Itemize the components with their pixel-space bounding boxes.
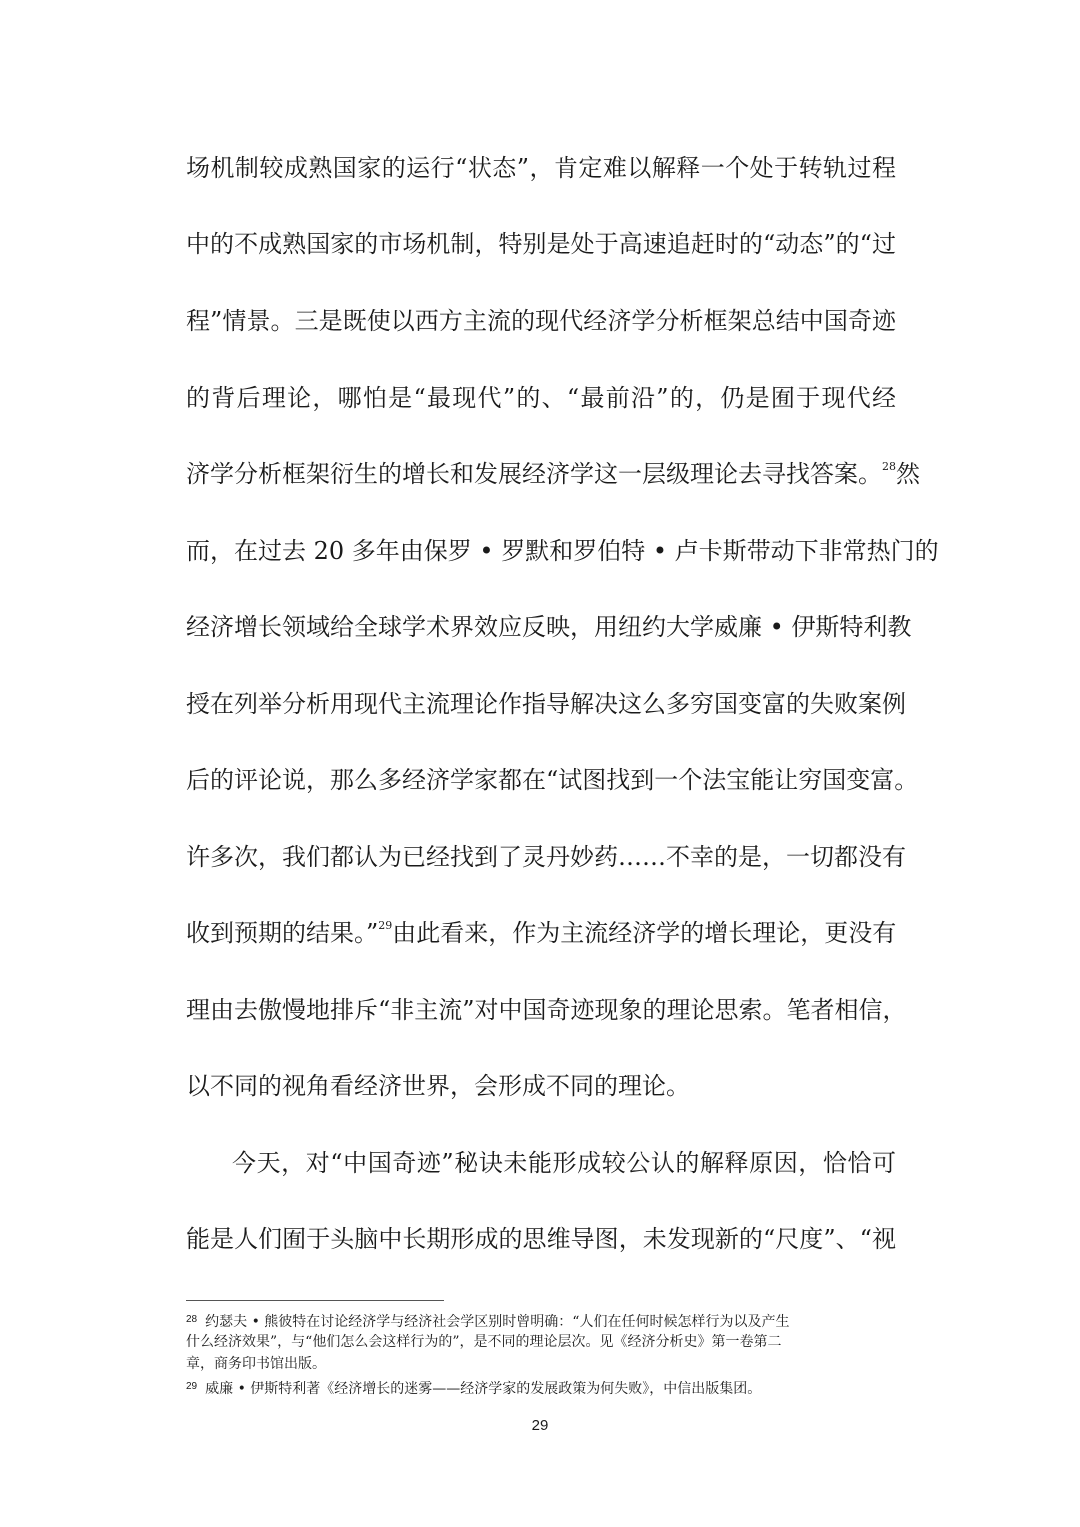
footnote-29 <box>186 1376 896 1398</box>
footnote-28 <box>186 1309 896 1331</box>
body-line-5 <box>186 454 920 494</box>
footnote-ref-29[interactable]: 29 <box>378 919 393 932</box>
body-line-2: 中的不成熟国家的市场机制，特别是处于高速追赶时的“动态”的“过 <box>186 230 896 258</box>
body-line-4: 的背后理论，哪怕是“最现代”的、“最前沿”的，仍是囿于现代经 <box>186 384 896 412</box>
body-line-5-text: 济学分析框架衍生的增长和发展经济学这一层级理论去寻找答案。 <box>186 460 882 488</box>
body-line-5-tail: 然 <box>896 460 920 488</box>
footnote-29-line-1: 威廉 • 伊斯特利著《经济增长的迷雾——经济学家的发展政策为何失败》，中信出版集团。 <box>205 1381 762 1397</box>
body-line-6: 而，在过去 20 多年由保罗 • 罗默和罗伯特 • 卢卡斯带动下非常热门的 <box>186 537 939 565</box>
body-line-7: 经济增长领域给全球学术界效应反映，用纽约大学威廉 • 伊斯特利教 <box>186 613 912 641</box>
body-line-1: 场机制较成熟国家的运行“状态”，肯定难以解释一个处于转轨过程 <box>186 154 896 182</box>
footnote-28-line-3: 章，商务印书馆出版。 <box>186 1356 326 1372</box>
body-line-11-text: 收到预期的结果。” <box>186 919 379 947</box>
footnote-28-number: 28 <box>186 1314 198 1325</box>
page-number: 29 <box>531 1417 549 1434</box>
body-line-3: 程”情景。三是既使以西方主流的现代经济学分析框架总结中国奇迹 <box>186 307 896 335</box>
footnote-28-line-1: 约瑟夫 • 熊彼特在讨论经济学与经济社会学区别时曾明确：“人们在任何时候怎样行为以及产生 <box>205 1314 790 1330</box>
footnote-29-number: 29 <box>186 1381 198 1392</box>
body-line-8: 授在列举分析用现代主流理论作指导解决这么多穷国变富的失败案例 <box>186 690 906 718</box>
body-line-10: 许多次，我们都认为已经找到了灵丹妙药……不幸的是，一切都没有 <box>186 843 906 871</box>
body-line-12: 理由去傲慢地排斥“非主流”对中国奇迹现象的理论思索。笔者相信， <box>186 996 907 1024</box>
footnote-divider <box>186 1300 444 1301</box>
footnote-ref-28[interactable]: 28 <box>882 460 896 473</box>
body-line-14: 今天，对“中国奇迹”秘诀未能形成较公认的解释原因，恰恰可 <box>232 1149 896 1177</box>
body-line-11-tail: 由此看来，作为主流经济学的增长理论，更没有 <box>392 919 897 947</box>
footnote-28-line-2: 什么经济效果”，与“他们怎么会这样行为的”，是不同的理论层次。见《经济分析史》第一卷第二 <box>186 1334 782 1350</box>
body-line-11 <box>186 913 896 953</box>
body-line-13: 以不同的视角看经济世界，会形成不同的理论。 <box>186 1072 690 1100</box>
body-line-9: 后的评论说，那么多经济学家都在“试图找到一个法宝能让穷国变富。 <box>186 766 919 794</box>
body-line-15: 能是人们囿于头脑中长期形成的思维导图，未发现新的“尺度”、“视 <box>186 1225 896 1253</box>
